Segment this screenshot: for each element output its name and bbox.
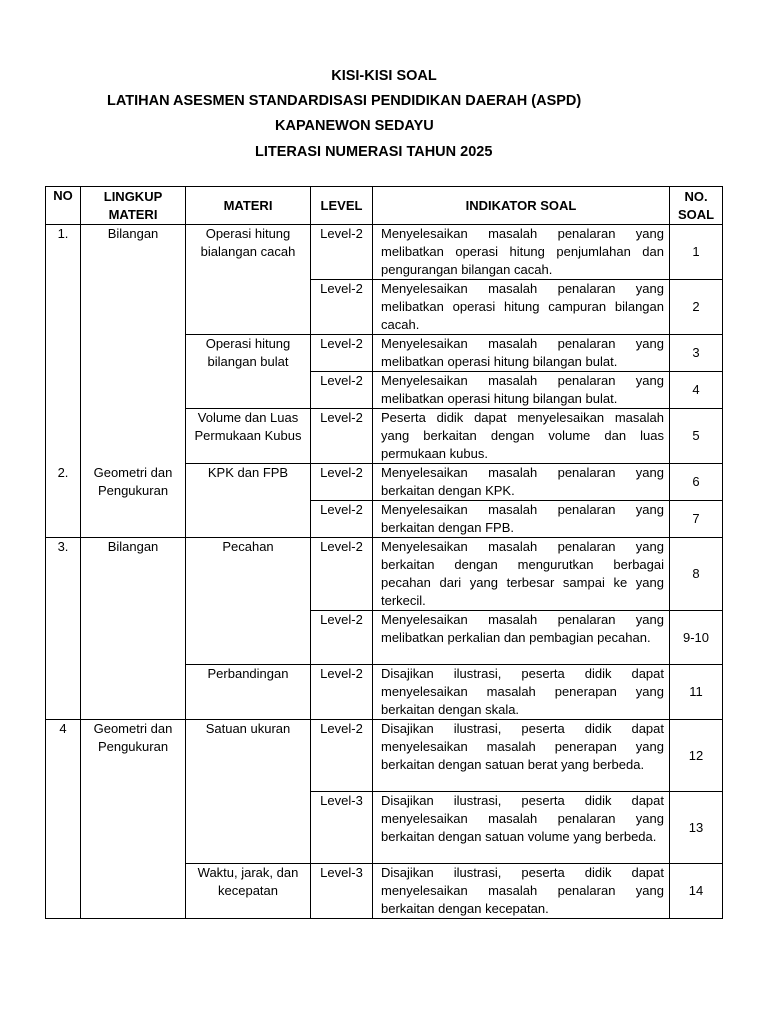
row-lingkup: Bilangan [81, 225, 186, 464]
row-level: Level-2 [311, 720, 373, 792]
header-materi: MATERI [186, 187, 311, 225]
row-indikator: Menyelesaikan masalah penalaran yang melibatkan operasi hitung bilangan bulat. [373, 372, 670, 409]
table-row [46, 720, 723, 792]
row-no-soal: 14 [670, 864, 723, 919]
row-no-soal: 11 [670, 665, 723, 720]
table-row [46, 464, 723, 501]
row-level: Level-3 [311, 792, 373, 864]
row-lingkup: Bilangan [81, 538, 186, 720]
row-indikator: Menyelesaikan masalah penalaran yang melibatkan operasi hitung campuran bilangan cacah. [373, 280, 670, 335]
doc-year: LITERASI NUMERASI TAHUN 2025 [255, 144, 493, 160]
row-lingkup: Geometri dan Pengukuran [81, 720, 186, 919]
header-no: NO [46, 187, 81, 225]
doc-title: KISI-KISI SOAL [331, 68, 437, 84]
row-indikator: Disajikan ilustrasi, peserta didik dapat menyelesaikan masalah penalaran yang berkaitan dengan kecepatan. [373, 864, 670, 919]
row-materi: Satuan ukuran [186, 720, 311, 864]
row-indikator: Peserta didik dapat menyelesaikan masalah yang berkaitan dengan volume dan luas permukaan kubus. [373, 409, 670, 464]
row-materi: Waktu, jarak, dan kecepatan [186, 864, 311, 919]
row-no-soal: 12 [670, 720, 723, 792]
row-no-soal: 9-10 [670, 611, 723, 665]
row-level: Level-2 [311, 280, 373, 335]
row-no-soal: 3 [670, 335, 723, 372]
row-level: Level-3 [311, 864, 373, 919]
row-no-soal: 8 [670, 538, 723, 611]
table-row [46, 225, 723, 280]
row-indikator: Menyelesaikan masalah penalaran yang berkaitan dengan KPK. [373, 464, 670, 501]
row-indikator: Disajikan ilustrasi, peserta didik dapat menyelesaikan masalah penalaran yang berkaitan dengan satuan volume yang berbeda. [373, 792, 670, 864]
row-no-soal: 13 [670, 792, 723, 864]
header-nosoal-line2: SOAL [677, 206, 715, 222]
row-materi: Volume dan Luas Permukaan Kubus [186, 409, 311, 464]
row-indikator: Disajikan ilustrasi, peserta didik dapat menyelesaikan masalah penerapan yang berkaitan dengan skala. [373, 665, 670, 720]
table-header-row [46, 187, 723, 225]
header-no-soal [670, 187, 723, 225]
row-no: 3. [46, 538, 81, 720]
row-no-soal: 4 [670, 372, 723, 409]
row-no: 2. [46, 464, 81, 538]
header-lingkup-line2: MATERI [108, 206, 158, 222]
row-level: Level-2 [311, 501, 373, 538]
row-level: Level-2 [311, 665, 373, 720]
header-lingkup-materi [81, 187, 186, 225]
row-materi: Perbandingan [186, 665, 311, 720]
row-no-soal: 2 [670, 280, 723, 335]
row-no: 1. [46, 225, 81, 464]
doc-region: KAPANEWON SEDAYU [275, 118, 434, 134]
row-level: Level-2 [311, 225, 373, 280]
row-level: Level-2 [311, 611, 373, 665]
header-nosoal-line1: NO. [684, 188, 708, 204]
row-no-soal: 6 [670, 464, 723, 501]
row-materi: Operasi hitung bialangan cacah [186, 225, 311, 335]
row-level: Level-2 [311, 372, 373, 409]
row-indikator: Menyelesaikan masalah penalaran yang berkaitan dengan mengurutkan berbagai pecahan dari yang terbesar sampai ke yang terkecil. [373, 538, 670, 611]
header-indikator: INDIKATOR SOAL [373, 187, 670, 225]
row-level: Level-2 [311, 464, 373, 501]
row-no-soal: 5 [670, 409, 723, 464]
row-indikator: Menyelesaikan masalah penalaran yang melibatkan operasi hitung bilangan bulat. [373, 335, 670, 372]
kisi-kisi-table [45, 186, 723, 919]
row-level: Level-2 [311, 335, 373, 372]
row-materi: Operasi hitung bilangan bulat [186, 335, 311, 409]
header-level: LEVEL [311, 187, 373, 225]
row-no-soal: 1 [670, 225, 723, 280]
row-no-soal: 7 [670, 501, 723, 538]
row-lingkup: Geometri dan Pengukuran [81, 464, 186, 538]
row-no: 4 [46, 720, 81, 919]
row-materi: KPK dan FPB [186, 464, 311, 538]
table-row [46, 538, 723, 611]
header-lingkup-line1: LINGKUP [103, 188, 163, 204]
row-indikator: Menyelesaikan masalah penalaran yang melibatkan operasi hitung penjumlahan dan pengurangan bilangan cacah. [373, 225, 670, 280]
row-indikator: Menyelesaikan masalah penalaran yang berkaitan dengan FPB. [373, 501, 670, 538]
row-indikator: Menyelesaikan masalah penalaran yang melibatkan perkalian dan pembagian pecahan. [373, 611, 670, 665]
row-level: Level-2 [311, 538, 373, 611]
row-indikator: Disajikan ilustrasi, peserta didik dapat menyelesaikan masalah penerapan yang berkaitan dengan satuan berat yang berbeda. [373, 720, 670, 792]
row-materi: Pecahan [186, 538, 311, 665]
doc-subtitle: LATIHAN ASESMEN STANDARDISASI PENDIDIKAN DAERAH (ASPD) [107, 93, 582, 109]
row-level: Level-2 [311, 409, 373, 464]
